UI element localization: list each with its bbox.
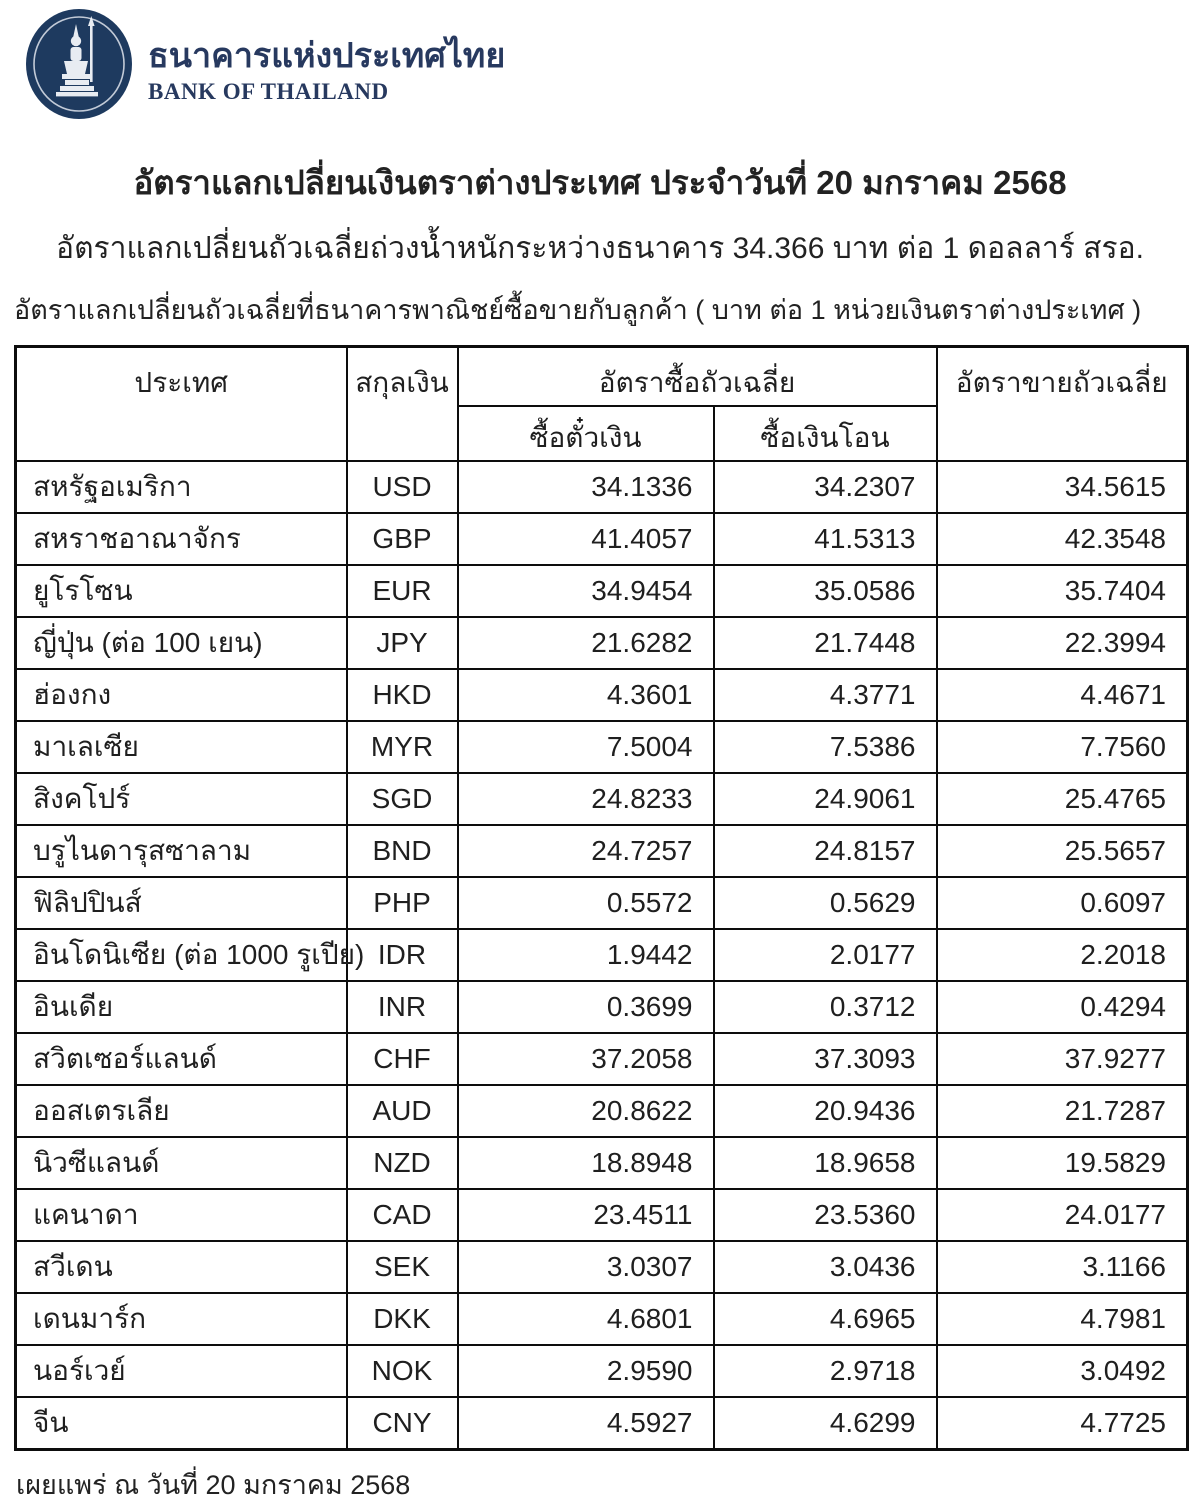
buying-transfer-rate-cell: 37.3093 — [714, 1033, 937, 1085]
selling-rate-cell: 3.1166 — [937, 1241, 1188, 1293]
bank-name-english: BANK OF THAILAND — [148, 78, 389, 104]
currency-code-cell: INR — [347, 981, 458, 1033]
currency-code-cell: PHP — [347, 877, 458, 929]
currency-code-cell: CHF — [347, 1033, 458, 1085]
page-title: อัตราแลกเปลี่ยนเงินตราต่างประเทศ ประจำวันที่ 20 มกราคม 2568 — [133, 164, 1067, 201]
buying-transfer-rate-cell: 34.2307 — [714, 461, 937, 513]
currency-code-cell: AUD — [347, 1085, 458, 1137]
country-cell: อินโดนิเซีย (ต่อ 1000 รูเปีย) — [16, 929, 347, 981]
buying-sight-rate-cell: 7.5004 — [458, 721, 714, 773]
currency-code-cell: SGD — [347, 773, 458, 825]
currency-code-cell: DKK — [347, 1293, 458, 1345]
country-cell: สหรัฐอเมริกา — [16, 461, 347, 513]
selling-rate-cell: 4.7981 — [937, 1293, 1188, 1345]
selling-rate-cell: 21.7287 — [937, 1085, 1188, 1137]
table-row — [16, 1033, 1188, 1085]
currency-code-cell: BND — [347, 825, 458, 877]
country-cell: สวีเดน — [16, 1241, 347, 1293]
buying-sight-rate-cell: 24.8233 — [458, 773, 714, 825]
buying-transfer-rate-cell: 24.9061 — [714, 773, 937, 825]
table-row — [16, 1189, 1188, 1241]
selling-rate-cell: 19.5829 — [937, 1137, 1188, 1189]
buying-sight-rate-cell: 41.4057 — [458, 513, 714, 565]
buying-transfer-rate-cell: 24.8157 — [714, 825, 937, 877]
table-row — [16, 1345, 1188, 1397]
currency-code-cell: IDR — [347, 929, 458, 981]
selling-rate-cell: 24.0177 — [937, 1189, 1188, 1241]
selling-rate-cell: 4.7725 — [937, 1397, 1188, 1449]
published-date: เผยแพร่ ณ วันที่ 20 มกราคม 2568 — [16, 1469, 411, 1500]
table-row — [16, 1085, 1188, 1137]
buying-transfer-rate-cell: 20.9436 — [714, 1085, 937, 1137]
weighted-average-rate-line: อัตราแลกเปลี่ยนถัวเฉลี่ยถ่วงน้ำหนักระหว่างธนาคาร 34.366 บาท ต่อ 1 ดอลลาร์ สรอ. — [56, 232, 1144, 265]
country-cell: ฮ่องกง — [16, 669, 347, 721]
table-row — [16, 877, 1188, 929]
country-cell: สิงคโปร์ — [16, 773, 347, 825]
currency-code-cell: CAD — [347, 1189, 458, 1241]
table-row — [16, 617, 1188, 669]
column-header-buying-average: อัตราซื้อถัวเฉลี่ย — [458, 347, 937, 407]
buying-sight-rate-cell: 0.3699 — [458, 981, 714, 1033]
buying-transfer-rate-cell: 2.9718 — [714, 1345, 937, 1397]
column-header-currency: สกุลเงิน — [347, 347, 458, 462]
buying-sight-rate-cell: 20.8622 — [458, 1085, 714, 1137]
buying-sight-rate-cell: 4.3601 — [458, 669, 714, 721]
selling-rate-cell: 22.3994 — [937, 617, 1188, 669]
table-row — [16, 773, 1188, 825]
selling-rate-cell: 35.7404 — [937, 565, 1188, 617]
buying-sight-rate-cell: 34.1336 — [458, 461, 714, 513]
currency-code-cell: NOK — [347, 1345, 458, 1397]
currency-code-cell: NZD — [347, 1137, 458, 1189]
table-row — [16, 1397, 1188, 1449]
column-header-country: ประเทศ — [16, 347, 347, 462]
selling-rate-cell: 25.4765 — [937, 773, 1188, 825]
country-cell: มาเลเซีย — [16, 721, 347, 773]
selling-rate-cell: 37.9277 — [937, 1033, 1188, 1085]
buying-sight-rate-cell: 24.7257 — [458, 825, 714, 877]
buying-transfer-rate-cell: 2.0177 — [714, 929, 937, 981]
buying-sight-rate-cell: 37.2058 — [458, 1033, 714, 1085]
table-row — [16, 929, 1188, 981]
country-cell: นิวซีแลนด์ — [16, 1137, 347, 1189]
selling-rate-cell: 0.6097 — [937, 877, 1188, 929]
country-cell: บรูไนดารุสซาลาม — [16, 825, 347, 877]
selling-rate-cell: 2.2018 — [937, 929, 1188, 981]
buying-sight-rate-cell: 1.9442 — [458, 929, 714, 981]
table-row — [16, 565, 1188, 617]
country-cell: ฟิลิปปินส์ — [16, 877, 347, 929]
selling-rate-cell: 25.5657 — [937, 825, 1188, 877]
country-cell: จีน — [16, 1397, 347, 1449]
table-row — [16, 721, 1188, 773]
buying-transfer-rate-cell: 0.5629 — [714, 877, 937, 929]
selling-rate-cell: 34.5615 — [937, 461, 1188, 513]
buying-sight-rate-cell: 2.9590 — [458, 1345, 714, 1397]
currency-code-cell: MYR — [347, 721, 458, 773]
table-caption-note: อัตราแลกเปลี่ยนถัวเฉลี่ยที่ธนาคารพาณิชย์ซื้อขายกับลูกค้า ( บาท ต่อ 1 หน่วยเงินตราต่างประเทศ ) — [14, 295, 1142, 325]
buying-transfer-rate-cell: 35.0586 — [714, 565, 937, 617]
currency-code-cell: EUR — [347, 565, 458, 617]
buying-transfer-rate-cell: 3.0436 — [714, 1241, 937, 1293]
rates-table-body — [16, 461, 1188, 1449]
buying-transfer-rate-cell: 18.9658 — [714, 1137, 937, 1189]
buying-transfer-rate-cell: 0.3712 — [714, 981, 937, 1033]
buying-transfer-rate-cell: 7.5386 — [714, 721, 937, 773]
bank-name-thai: ธนาคารแห่งประเทศไทย — [148, 37, 506, 76]
table-row — [16, 513, 1188, 565]
country-cell: เดนมาร์ก — [16, 1293, 347, 1345]
buying-sight-rate-cell: 34.9454 — [458, 565, 714, 617]
currency-code-cell: USD — [347, 461, 458, 513]
selling-rate-cell: 7.7560 — [937, 721, 1188, 773]
bank-of-thailand-logo-icon — [24, 8, 134, 120]
country-cell: สวิตเซอร์แลนด์ — [16, 1033, 347, 1085]
currency-code-cell: JPY — [347, 617, 458, 669]
buying-sight-rate-cell: 3.0307 — [458, 1241, 714, 1293]
column-header-selling-average: อัตราขายถัวเฉลี่ย — [937, 347, 1188, 462]
bank-header — [0, 0, 1200, 120]
exchange-rates-table — [14, 345, 1189, 1451]
country-cell: ยูโรโซน — [16, 565, 347, 617]
country-cell: อินเดีย — [16, 981, 347, 1033]
table-row — [16, 669, 1188, 721]
selling-rate-cell: 3.0492 — [937, 1345, 1188, 1397]
buying-sight-rate-cell: 4.5927 — [458, 1397, 714, 1449]
buying-sight-rate-cell: 4.6801 — [458, 1293, 714, 1345]
currency-code-cell: SEK — [347, 1241, 458, 1293]
country-cell: นอร์เวย์ — [16, 1345, 347, 1397]
table-row — [16, 1137, 1188, 1189]
country-cell: สหราชอาณาจักร — [16, 513, 347, 565]
currency-code-cell: CNY — [347, 1397, 458, 1449]
buying-transfer-rate-cell: 4.6299 — [714, 1397, 937, 1449]
country-cell: ญี่ปุ่น (ต่อ 100 เยน) — [16, 617, 347, 669]
table-header — [16, 347, 1188, 462]
column-header-buying-sight: ซื้อตั๋วเงิน — [458, 406, 714, 461]
currency-code-cell: GBP — [347, 513, 458, 565]
table-row — [16, 825, 1188, 877]
table-row — [16, 1293, 1188, 1345]
buying-sight-rate-cell: 0.5572 — [458, 877, 714, 929]
table-row — [16, 981, 1188, 1033]
column-header-buying-transfer: ซื้อเงินโอน — [714, 406, 937, 461]
bank-name-block — [148, 23, 505, 104]
buying-transfer-rate-cell: 23.5360 — [714, 1189, 937, 1241]
country-cell: ออสเตรเลีย — [16, 1085, 347, 1137]
currency-code-cell: HKD — [347, 669, 458, 721]
selling-rate-cell: 0.4294 — [937, 981, 1188, 1033]
buying-sight-rate-cell: 18.8948 — [458, 1137, 714, 1189]
buying-sight-rate-cell: 23.4511 — [458, 1189, 714, 1241]
selling-rate-cell: 4.4671 — [937, 669, 1188, 721]
buying-transfer-rate-cell: 4.6965 — [714, 1293, 937, 1345]
buying-transfer-rate-cell: 4.3771 — [714, 669, 937, 721]
buying-transfer-rate-cell: 41.5313 — [714, 513, 937, 565]
buying-transfer-rate-cell: 21.7448 — [714, 617, 937, 669]
country-cell: แคนาดา — [16, 1189, 347, 1241]
buying-sight-rate-cell: 21.6282 — [458, 617, 714, 669]
selling-rate-cell: 42.3548 — [937, 513, 1188, 565]
table-row — [16, 461, 1188, 513]
table-row — [16, 1241, 1188, 1293]
